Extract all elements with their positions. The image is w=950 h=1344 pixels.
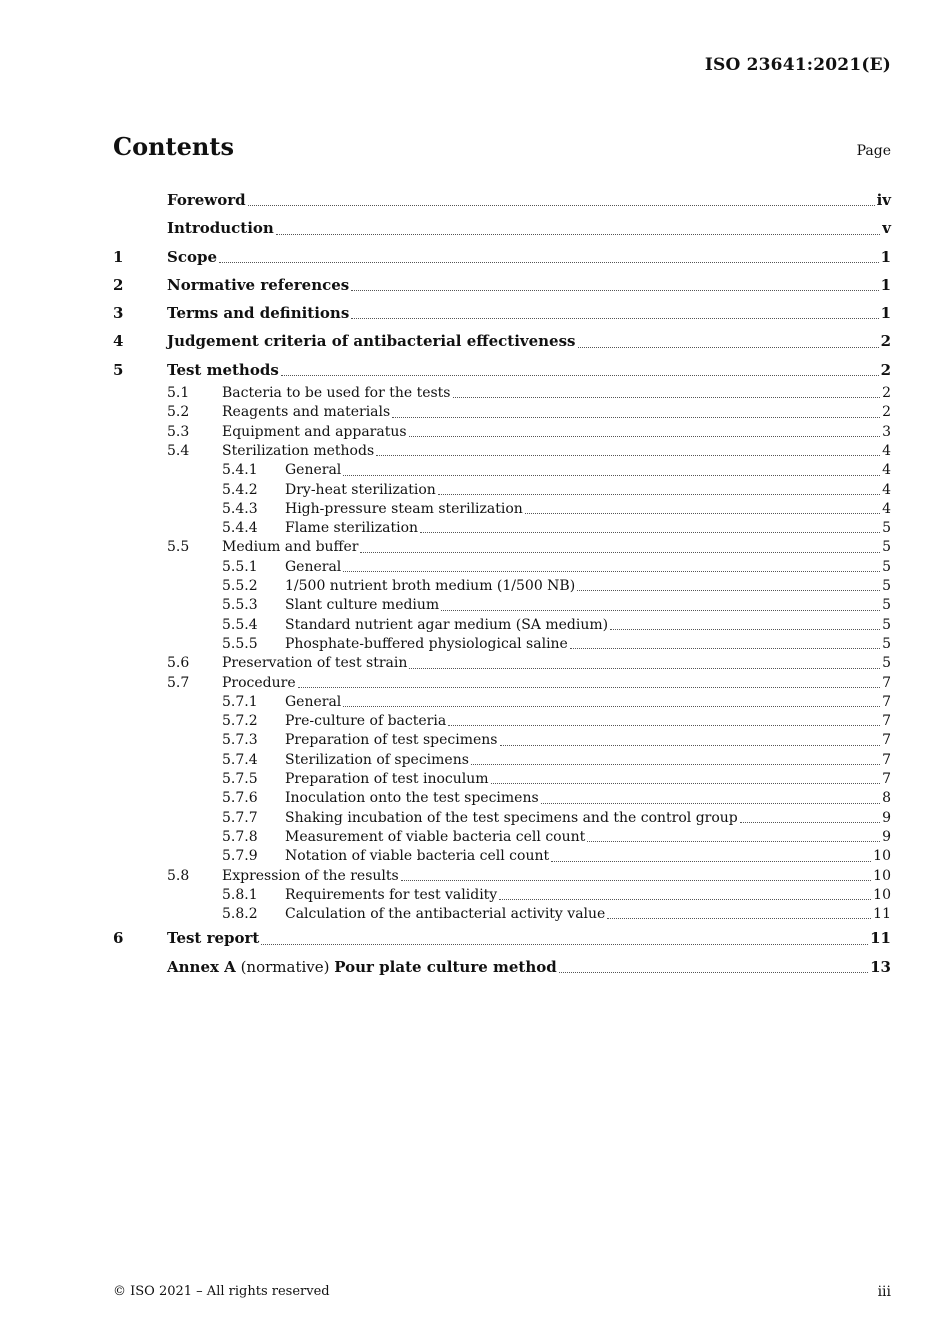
toc-entry-page: 1 [880,247,891,266]
toc-entry[interactable] [113,828,891,847]
toc-entry-title: Standard nutrient agar medium (SA medium) [285,616,609,633]
toc-entry-number: 6 [113,929,124,948]
toc-entry-title: General [285,693,342,710]
toc-entry-page: 4 [882,442,891,459]
toc-entry[interactable] [113,327,891,355]
toc-entry-title: Foreword [167,191,246,209]
toc-entry-number: 2 [113,275,124,294]
toc-entry[interactable] [113,616,891,635]
toc-leader-dots [351,317,878,319]
toc-entry-title: Calculation of the antibacterial activity value [285,906,606,923]
toc-entry-number: 5.5.2 [222,578,258,595]
toc-entry-title: Test methods [167,360,279,379]
toc-entry-page: 4 [882,481,891,498]
toc-leader-dots [541,802,880,804]
toc-leader-dots [570,647,880,649]
toc-entry[interactable] [113,461,891,480]
toc-leader-dots [298,686,880,688]
toc-entry[interactable] [113,558,891,577]
annex-type: (normative) [235,957,335,976]
toc-entry-number: 5.5 [167,539,190,556]
toc-entry-page: 9 [882,809,891,826]
toc-entry-page: 11 [870,929,891,948]
toc-leader-dots [610,628,880,630]
toc-entry-page: 1 [880,304,891,323]
toc-entry[interactable] [113,712,891,731]
toc-entry-page: 2 [882,385,891,402]
toc-entry[interactable] [113,953,891,981]
toc-leader-dots [559,971,868,973]
toc-entry-number: 5.8.1 [222,886,258,903]
toc-entry[interactable] [113,500,891,519]
toc-entry-page: 9 [882,828,891,845]
toc-entry-title: Pre-culture of bacteria [285,713,447,730]
toc-entry[interactable] [113,635,891,654]
toc-entry-page: 10 [873,886,891,903]
toc-entry-title: Reagents and materials [222,404,391,421]
toc-leader-dots [420,531,880,533]
toc-entry-title: Expression of the results [222,867,399,884]
page-footer [113,1284,891,1300]
toc-entry[interactable] [113,403,891,422]
toc-entry-page: 5 [882,616,891,633]
toc-entry-title: Shaking incubation of the test specimens and the control group [285,809,738,826]
page-title: Contents [113,132,234,161]
toc-entry-page: iv [876,191,891,209]
page-column-label: Page [856,143,891,159]
toc-entry-title: 1/500 nutrient broth medium (1/500 NB) [285,578,576,595]
toc-entry-title: Equipment and apparatus [222,423,407,440]
toc-entry-title: Judgement criteria of antibacterial effectiveness [167,332,576,351]
toc-leader-dots [219,261,879,263]
toc-leader-dots [587,840,880,842]
toc-entry-title: Terms and definitions [167,304,350,323]
toc-entry[interactable] [113,693,891,712]
toc-leader-dots [551,860,871,862]
toc-entry-title: Phosphate-buffered physiological saline [285,635,568,652]
toc-entry-number: 5.7.8 [222,828,258,845]
toc-entry-number: 5.7.6 [222,790,258,807]
page-number: iii [877,1284,891,1300]
toc-entry-title: Sterilization methods [222,442,375,459]
toc-leader-dots [276,233,880,235]
toc-leader-dots [281,374,879,376]
toc-entry-number: 5.7.3 [222,732,258,749]
toc-entry-number: 5.3 [167,423,190,440]
toc-leader-dots [577,589,880,591]
toc-entry-title: Preservation of test strain [222,655,408,672]
toc-entry-page: 5 [882,635,891,652]
document-standard-id: ISO 23641:2021(E) [704,55,891,75]
toc-entry[interactable] [113,886,891,905]
toc-leader-dots [500,744,881,746]
toc-entry-number: 5.7.4 [222,751,258,768]
toc-entry[interactable] [113,905,891,924]
toc-entry-title: Sterilization of specimens [285,751,469,768]
toc-entry-number: 5.1 [167,385,190,402]
toc-leader-dots [499,898,871,900]
toc-entry[interactable] [113,731,891,750]
toc-entry[interactable] [113,271,891,299]
toc-entry-page: 7 [882,771,891,788]
toc-entry-number: 5.7.2 [222,713,258,730]
toc-entry-number: 5.4.1 [222,462,258,479]
toc-entry-number: 5.6 [167,655,190,672]
toc-entry[interactable] [113,186,891,214]
toc-leader-dots [343,474,880,476]
toc-entry-title: General [285,462,342,479]
toc-entry-page: 2 [882,404,891,421]
toc-entry-number: 5.5.4 [222,616,258,633]
toc-entry[interactable] [113,809,891,828]
toc-entry-title: Notation of viable bacteria cell count [285,848,550,865]
toc-entry-number: 5.7.5 [222,771,258,788]
toc-entry-page: 7 [882,732,891,749]
toc-entry-number: 5.7.7 [222,809,258,826]
toc-entry[interactable] [113,519,891,538]
toc-entry-page: 10 [873,867,891,884]
toc-entry[interactable] [113,356,891,384]
toc-entry[interactable] [113,751,891,770]
toc-entry-number: 5.2 [167,404,190,421]
toc-entry-number: 5.7.9 [222,848,258,865]
toc-entry[interactable] [113,577,891,596]
toc-entry[interactable] [113,867,891,886]
toc-entry-number: 5 [113,360,124,379]
toc-entry-number: 3 [113,304,124,323]
toc-entry-number: 5.5.1 [222,558,258,575]
annex-label: Annex A [167,957,236,976]
toc-leader-dots [261,943,868,945]
toc-entry-number: 5.8.2 [222,906,258,923]
toc-entry-title: Normative references [167,275,350,294]
toc-entry-page: 5 [882,539,891,556]
toc-entry[interactable] [113,299,891,327]
table-of-contents [113,186,891,981]
toc-leader-dots [578,346,879,348]
toc-leader-dots [448,724,880,726]
toc-entry-title: High-pressure steam sterilization [285,500,523,517]
toc-entry-title: Medium and buffer [222,539,359,556]
toc-leader-dots [441,609,880,611]
toc-entry-title: Inoculation onto the test specimens [285,790,539,807]
toc-entry[interactable] [113,384,891,403]
toc-entry-page: 10 [873,848,891,865]
toc-entry-page: 11 [873,906,891,923]
toc-leader-dots [471,763,880,765]
toc-entry[interactable] [113,243,891,271]
toc-entry-number: 5.4.3 [222,500,258,517]
toc-leader-dots [248,204,875,206]
toc-entry-number: 5.4.4 [222,520,258,537]
toc-entry[interactable] [113,847,891,866]
toc-leader-dots [409,667,880,669]
toc-entry-page: 5 [882,578,891,595]
toc-entry-title: Measurement of viable bacteria cell count [285,828,586,845]
toc-leader-dots [360,551,880,553]
toc-leader-dots [343,570,880,572]
toc-entry-title: Scope [167,247,218,266]
toc-leader-dots [491,782,881,784]
toc-entry-title: Slant culture medium [285,597,440,614]
toc-entry[interactable] [113,674,891,693]
toc-entry-title [167,953,557,981]
toc-leader-dots [740,821,880,823]
toc-leader-dots [525,512,880,514]
toc-entry[interactable] [113,770,891,789]
toc-entry-page: 2 [880,360,891,379]
toc-entry-page: 5 [882,520,891,537]
toc-entry-title: Introduction [167,219,274,238]
toc-entry-number: 5.8 [167,867,190,884]
toc-entry-number: 5.7.1 [222,693,258,710]
toc-entry-page: 3 [882,423,891,440]
toc-entry-title: Preparation of test specimens [285,732,498,749]
toc-entry-title: Preparation of test inoculum [285,771,489,788]
toc-entry-title: General [285,558,342,575]
toc-entry-number: 4 [113,332,124,351]
toc-entry-page: 4 [882,462,891,479]
toc-leader-dots [409,435,881,437]
toc-entry-page: 7 [882,693,891,710]
toc-leader-dots [401,879,871,881]
toc-entry-page: 8 [882,790,891,807]
toc-entry-number: 5.7 [167,674,190,691]
toc-leader-dots [376,454,880,456]
toc-leader-dots [392,416,880,418]
toc-entry[interactable] [113,423,891,442]
copyright-notice: © ISO 2021 – All rights reserved [113,1284,330,1299]
toc-entry-page: 5 [882,597,891,614]
toc-entry-title: Test report [167,929,260,948]
toc-entry-number: 1 [113,247,124,266]
toc-entry-number: 5.4 [167,442,190,459]
toc-leader-dots [343,705,880,707]
toc-entry[interactable] [113,214,891,242]
toc-entry-title: Requirements for test validity [285,886,498,903]
toc-entry-number: 5.5.3 [222,597,258,614]
toc-leader-dots [607,917,871,919]
toc-entry[interactable] [113,596,891,615]
toc-leader-dots [453,396,881,398]
toc-leader-dots [438,493,880,495]
toc-entry-page: 2 [880,332,891,351]
toc-entry-title: Procedure [222,674,296,691]
toc-entry[interactable] [113,654,891,673]
toc-leader-dots [351,289,878,291]
toc-entry-number: 5.4.2 [222,481,258,498]
toc-entry[interactable] [113,789,891,808]
contents-title-row [113,132,891,161]
toc-entry-page: 7 [882,713,891,730]
toc-entry-title: Flame sterilization [285,520,419,537]
toc-entry-page: 13 [870,957,891,976]
toc-entry-page: 1 [880,275,891,294]
toc-entry-number: 5.5.5 [222,635,258,652]
toc-entry[interactable] [113,538,891,557]
toc-entry-page: 5 [882,558,891,575]
toc-entry-page: 7 [882,674,891,691]
toc-entry-title: Bacteria to be used for the tests [222,385,451,402]
toc-entry-title: Dry-heat sterilization [285,481,436,498]
toc-entry-page: 5 [882,655,891,672]
toc-entry[interactable] [113,481,891,500]
toc-entry-page: 4 [882,500,891,517]
toc-entry[interactable] [113,924,891,952]
toc-entry-page: 7 [882,751,891,768]
toc-entry[interactable] [113,442,891,461]
toc-entry-page: v [882,219,891,238]
annex-title: Pour plate culture method [334,957,557,976]
